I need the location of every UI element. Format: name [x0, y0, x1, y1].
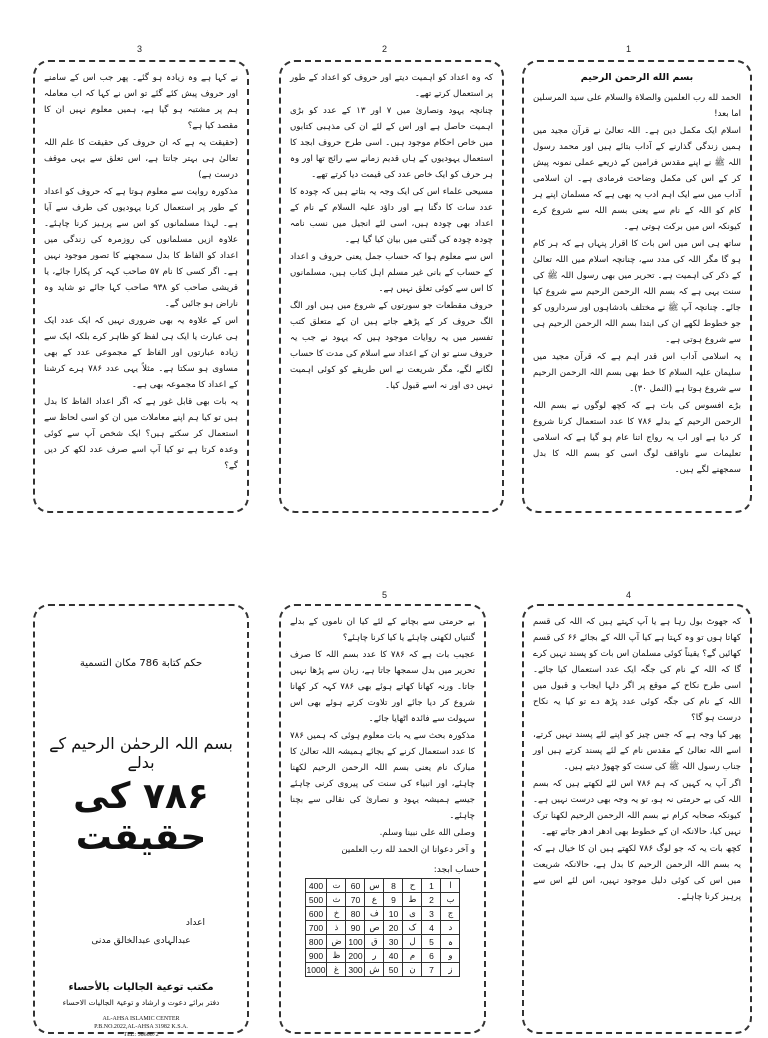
abjad-value-cell: 50 — [384, 963, 403, 977]
abjad-row — [305, 935, 460, 949]
publisher-name-urdu: دفتر برائے دعوت و ارشاد و توعیۃ الجالیات الاحساء — [62, 998, 220, 1007]
cover-panel — [33, 604, 249, 1038]
abjad-letter-cell: ب — [441, 893, 460, 907]
abjad-value-cell: 400 — [305, 879, 327, 893]
abjad-letter-cell: ہ — [441, 935, 460, 949]
abjad-letter-cell: ع — [365, 893, 384, 907]
abjad-letter-cell: د — [441, 921, 460, 935]
paragraph: مسیحی علماء اس کی ایک وجہ یہ بتاتے ہیں کہ چودہ کا عدد سات کا دگنا ہے اور داؤد علیہ السلام کے نام کے اعداد بھی چودہ ہیں، اسی لئے انجیل میں نسب نامہ چودہ چودہ کی گنتی میں بیان کیا گیا ہے۔ — [290, 187, 493, 245]
abjad-letter-cell: ن — [403, 963, 422, 977]
abjad-letter-cell: ذ — [327, 921, 346, 935]
abjad-value-cell: 1 — [422, 879, 441, 893]
abjad-row — [305, 879, 460, 893]
abjad-letter-cell: ح — [403, 879, 422, 893]
publisher-phone: TEL: 5866672 — [123, 1032, 159, 1038]
abjad-letter-cell: ا — [441, 879, 460, 893]
abjad-letter-cell: غ — [327, 963, 346, 977]
author-label: اعداد — [185, 918, 205, 928]
paragraph: مذکورہ بحث سے یہ بات معلوم ہوئی کہ ہمیں ۷۸۶ کا عدد استعمال کرنے کے بجائے ہمیشہ اللہ تعالیٰ کا مبارک نام یعنی بسم اللہ الرحمن الرحیم لکھنا چاہئے، اور انبیاء کی سنت کی پیروی کرنی چاہئے جیسے ہمیشہ یہود و نصاریٰ کی نقالی سے بچنا چاہئے۔ — [290, 731, 475, 821]
abjad-table-label: حساب ابجد: — [433, 865, 480, 875]
abjad-value-cell: 1000 — [306, 964, 326, 975]
abjad-letter-cell: ث — [327, 893, 346, 907]
paragraph: بے حرمتی سے بچانے کے لئے کیا ان ناموں کے بدلے گنتیاں لکھنی چاہئے یا کیا کرنا چاہئے؟ — [290, 617, 475, 643]
abjad-letter-cell: ض — [327, 935, 346, 949]
publisher-address: AL-AHSA ISLAMIC CENTER — [102, 1016, 180, 1022]
cover-title: ۷۸۶ کی حقیقت — [73, 776, 209, 858]
page-panel-4 — [522, 604, 752, 1034]
abjad-letter-cell: ف — [365, 907, 384, 921]
abjad-value-cell: 7 — [422, 963, 441, 977]
abjad-value-cell: 70 — [346, 893, 365, 907]
paragraph: چنانچہ یہود ونصاریٰ میں ۷ اور ۱۳ کے عدد کو بڑی اہمیت حاصل ہے اور اس کے لئے ان کی مذہبی کتابوں میں خاص احکام موجود ہیں۔ اسی طرح حروف ابجد کا استعمال یہودیوں کے ہاں قدیم زمانے سے رائج تھا اور وہ ہر حرف کو ایک خاص عدد کی قیمت دیا کرتے تھے۔ — [290, 106, 493, 180]
page-number-4: 4 — [626, 590, 632, 600]
paragraph: عجیب بات ہے کہ ۷۸۶ کا عدد بسم اللہ کا صرف تحریر میں بدل سمجھا جاتا ہے، زبان سے پڑھا نہیں جاتا۔ ورنہ کھانا کھاتے ہوئے بھی ۷۸۶ کہہ کر کھانا شروع کر دیا جائے اور تلاوت کرتے ہوئے بھی اس سہولت سے فائدہ اٹھایا جائے۔ — [290, 650, 475, 724]
paragraph: مذکورہ روایت سے معلوم ہوتا ہے کہ حروف کو اعداد کے طور پر استعمال کرنا یہودیوں کی طرف سے آیا ہے۔ لہذا مسلمانوں کو اس سے پرہیز کرنا چاہئے۔ علاوہ ازیں مسلمانوں کی روزمرہ کی زندگی میں اعداد کو الفاظ کا بدل سمجھنے کا تصور موجود نہیں ہے۔ اگر کسی کا نام ۵۷ صاحب کہہ کر پکارا جائے، یا قریشی صاحب کو ۹۳۸ صاحب کہا جائے تو شاید وہ ناراض ہو جائیں گے۔ — [44, 187, 238, 309]
page-panel-1 — [522, 60, 752, 513]
abjad-row — [305, 907, 460, 921]
abjad-letter-cell: ص — [365, 921, 384, 935]
paragraph: کچھ بات یہ کہ جو لوگ ۷۸۶ لکھتے ہیں ان کا خیال ہے کہ یہ بسم اللہ الرحمن الرحیم کا بدل ہے، حالانکہ شریعت میں اس کی کوئی دلیل موجود نہیں، اس لئے اس سے پرہیز کرنا چاہئے۔ — [533, 844, 741, 902]
paragraph: یہ اسلامی آداب اس قدر اہم ہے کہ قرآن مجید میں سلیمان علیہ السلام کا خط بھی بسم اللہ الرحمن الرحیم سے شروع ہوتا ہے (النمل ۳۰)۔ — [533, 352, 741, 394]
cover-top-line: حكم كتابة 786 مكان التسمية — [79, 658, 203, 669]
abjad-letter-cell: م — [403, 949, 422, 963]
abjad-row — [305, 949, 460, 963]
page-panel-2 — [279, 60, 504, 513]
bismillah-heading: بسم الله الرحمن الرحيم — [580, 72, 694, 83]
paragraph: اگر آپ یہ کہیں کہ ہم ۷۸۶ اس لئے لکھتے ہیں کہ بسم اللہ کی بے حرمتی نہ ہو، تو یہ وجہ بھی درست نہیں ہے۔ کیونکہ صحابہ کرام نے بسم اللہ الرحمن الرحیم لکھنا ترک نہیں کیا، حالانکہ ان کے خطوط بھی ادھر ادھر جاتے تھے۔ — [533, 779, 741, 837]
author-name: عبدالہادی عبدالخالق مدنی — [91, 936, 191, 946]
closing-line: وصلى الله على نبينا وسلم. — [379, 828, 475, 838]
page-number-1: 1 — [626, 44, 632, 54]
page-number-2: 2 — [382, 44, 388, 54]
paragraph: اس کے علاوہ یہ بھی ضروری نہیں کہ ایک عدد ایک ہی عبارت یا ایک ہی لفظ کو ظاہر کرے بلکہ ایک سے زیادہ عبارتوں اور الفاظ کے مجموعی عدد کے بھی مساوی ہو سکتا ہے۔ مثلاً یہی عدد ۷۸۶ ہرے کرشنا کے اعداد کا مجموعہ بھی ہے۔ — [44, 316, 238, 390]
closing-line: و آخر دعوانا ان الحمد لله رب العلمين — [341, 845, 475, 855]
paragraph: حروف مقطعات جو سورتوں کے شروع میں ہیں اور الگ الگ حروف کر کے پڑھے جاتے ہیں ان کے متعلق کتب تفسیر میں یہ روایات موجود ہیں کہ یہود نے جب یہ حروف سنے تو ان کے اعداد سے اسلام کی مدت کا حساب لگانے لگے، مگر شریعت نے اس طریقے کو کوئی اہمیت نہیں دی اور نہ اسے قبول کیا۔ — [290, 301, 493, 391]
paragraph: کہ جھوٹ بول رہا ہے یا آپ کہتے ہیں کہ اللہ کی قسم کھاتا ہوں تو وہ کہتا ہے کیا آپ اللہ کے بجائے ۶۶ کی قسم کھائیں گے؟ یقیناً کوئی مسلمان اس بات کو پسند نہیں کرے گا کہ اللہ کے نام کی جگہ ایک عدد استعمال کیا جائے۔ اسی طرح نکاح کے موقع پر اگر دلہا ایجاب و قبول میں اللہ کے نام کی جگہ کوئی عدد پڑھ دے تو کیا یہ نکاح درست ہو گا؟ — [533, 617, 741, 723]
abjad-value-cell: 3 — [422, 907, 441, 921]
abjad-value-cell: 6 — [422, 949, 441, 963]
abjad-value-cell: 700 — [305, 921, 327, 935]
cover-subtitle: بسم اللہ الرحمٰن الرحیم کے بدلے — [49, 734, 233, 772]
abjad-value-cell: 40 — [384, 949, 403, 963]
publisher-po-box: P.B.NO.2022,AL-AHSA 31982 K.S.A. — [94, 1024, 188, 1030]
abjad-table — [305, 878, 461, 977]
publisher-name: مكتب توعية الجاليات بالأحساء — [68, 982, 214, 993]
abjad-value-cell: 600 — [305, 907, 327, 921]
abjad-value-cell: 90 — [346, 921, 365, 935]
paragraph: یہ بات بھی قابل غور ہے کہ اگر اعداد الفاظ کا بدل ہیں تو کیا ہم اپنے معاملات میں ان کو اسی لحاظ سے استعمال کر سکتے ہیں؟ ایک شخص آپ سے کوئی وعدہ کرتا ہے تو کیا آپ اسے صرف عدد لکھ کر دیں گے؟ — [44, 397, 238, 471]
abjad-value-cell: 9 — [384, 893, 403, 907]
abjad-value-cell: 60 — [346, 879, 365, 893]
paragraph: ساتھ ہی اس میں اس بات کا اقرار پنہاں ہے کہ ہر کام ہو گا مگر اللہ کی مدد سے، چنانچہ اسلام میں اللہ تعالیٰ کے ذکر کی اہمیت ہے۔ تحریر میں بھی رسول اللہ ﷺ کی سنت یہی ہے کہ بسم اللہ الرحمن الرحیم سے شروع کیا جائے۔ چنانچہ آپ ﷺ نے مختلف بادشاہوں اور سرداروں کو جو خطوط لکھے ان کی ابتدا بسم اللہ الرحمن الرحیم ہی سے شروع ہوتی ہے۔ — [533, 239, 741, 345]
paragraph: بڑے افسوس کی بات ہے کہ کچھ لوگوں نے بسم اللہ الرحمن الرحیم کے بدلے ۷۸۶ کا عدد استعمال کرنا شروع کر دیا ہے اور اب یہ رواج اتنا عام ہو گیا ہے کہ اسلامی تعلیمات سے ناواقف لوگ اسی کو بسم اللہ کا بدل سمجھنے لگے ہیں۔ — [533, 401, 741, 475]
abjad-letter-cell: ک — [403, 921, 422, 935]
paragraph: کہ وہ اعداد کو اہمیت دیتے اور حروف کو اعداد کے طور پر استعمال کرتے تھے۔ — [290, 73, 493, 99]
abjad-row — [305, 893, 460, 907]
page-panel-3 — [33, 60, 249, 513]
abjad-value-cell: 30 — [384, 935, 403, 949]
abjad-value-cell: 8 — [384, 879, 403, 893]
page-number-3: 3 — [137, 44, 143, 54]
abjad-letter-cell: ظ — [327, 949, 346, 963]
abjad-value-cell: 10 — [384, 907, 403, 921]
paragraph: اسلام ایک مکمل دین ہے۔ اللہ تعالیٰ نے قرآن مجید میں ہمیں زندگی گذارنے کے آداب بتائے ہیں اور محمد رسول اللہ ﷺ نے اپنے مقدس فرامین کے ذریعے عملی نمونہ پیش کر کے اس کی مکمل وضاحت فرمادی ہے۔ ان اسلامی آداب میں سے ایک اہم ادب یہ بھی ہے کہ مسلمان اپنے ہر کام کو اللہ کے نام سے یعنی بسم اللہ سے شروع کرے کیونکہ اس میں برکت ہوتی ہے۔ — [533, 126, 741, 232]
abjad-row — [305, 963, 460, 977]
abjad-letter-cell: ج — [441, 907, 460, 921]
abjad-letter-cell: ط — [403, 893, 422, 907]
abjad-letter-cell: خ — [327, 907, 346, 921]
abjad-value-cell: 80 — [346, 907, 365, 921]
abjad-letter-cell: ت — [327, 879, 346, 893]
abjad-value-cell: 500 — [305, 893, 327, 907]
abjad-value-cell: 300 — [346, 963, 365, 977]
abjad-letter-cell: ز — [441, 963, 460, 977]
abjad-value-cell: 100 — [346, 935, 365, 949]
abjad-letter-cell: ل — [403, 935, 422, 949]
abjad-letter-cell: ق — [365, 935, 384, 949]
abjad-value-cell: 5 — [422, 935, 441, 949]
page-number-5: 5 — [382, 590, 388, 600]
abjad-value-cell: 20 — [384, 921, 403, 935]
abjad-value-cell: 800 — [305, 935, 327, 949]
abjad-letter-cell: و — [441, 949, 460, 963]
paragraph: الحمد لله رب العلمين والصلاة والسلام على سيد المرسلين اما بعد! — [533, 93, 741, 119]
abjad-value-cell: 200 — [346, 949, 365, 963]
paragraph: نے کہا ہے وہ زیادہ ہو گئے۔ پھر جب اس کے سامنے اور حروف پیش کئے گئے تو اس نے کہا کہ اب معاملہ ہم پر مشتبہ ہو گیا ہے، ہمیں معلوم نہیں ان کا مقصد کیا ہے؟ — [44, 73, 238, 131]
paragraph: (حقیقت یہ ہے کہ ان حروف کی حقیقت کا علم اللہ تعالیٰ ہی بہتر جانتا ہے، اس تعلق سے یہی موقف درست ہے) — [44, 138, 238, 180]
abjad-letter-cell: ش — [365, 963, 384, 977]
abjad-value-cell: 2 — [422, 893, 441, 907]
paragraph: اس سے معلوم ہوا کہ حساب جمل یعنی حروف و اعداد کے حساب کے بانی غیر مسلم اہل کتاب ہیں، مسلمانوں کا اس سے کوئی تعلق نہیں ہے۔ — [290, 252, 493, 294]
paragraph: پھر کیا وجہ ہے کہ جس چیز کو اپنے لئے پسند نہیں کرتے، اسے اللہ تعالیٰ کے مقدس نام کے لئے پسند کرتے ہیں اور جناب رسول اللہ ﷺ کی سنت کو چھوڑ دیتے ہیں۔ — [533, 730, 741, 772]
abjad-letter-cell: س — [365, 879, 384, 893]
abjad-letter-cell: ر — [365, 949, 384, 963]
abjad-value-cell: 900 — [305, 949, 327, 963]
abjad-letter-cell: ی — [403, 907, 422, 921]
page-panel-5 — [279, 604, 486, 1034]
abjad-value-cell: 4 — [422, 921, 441, 935]
abjad-row — [305, 921, 460, 935]
